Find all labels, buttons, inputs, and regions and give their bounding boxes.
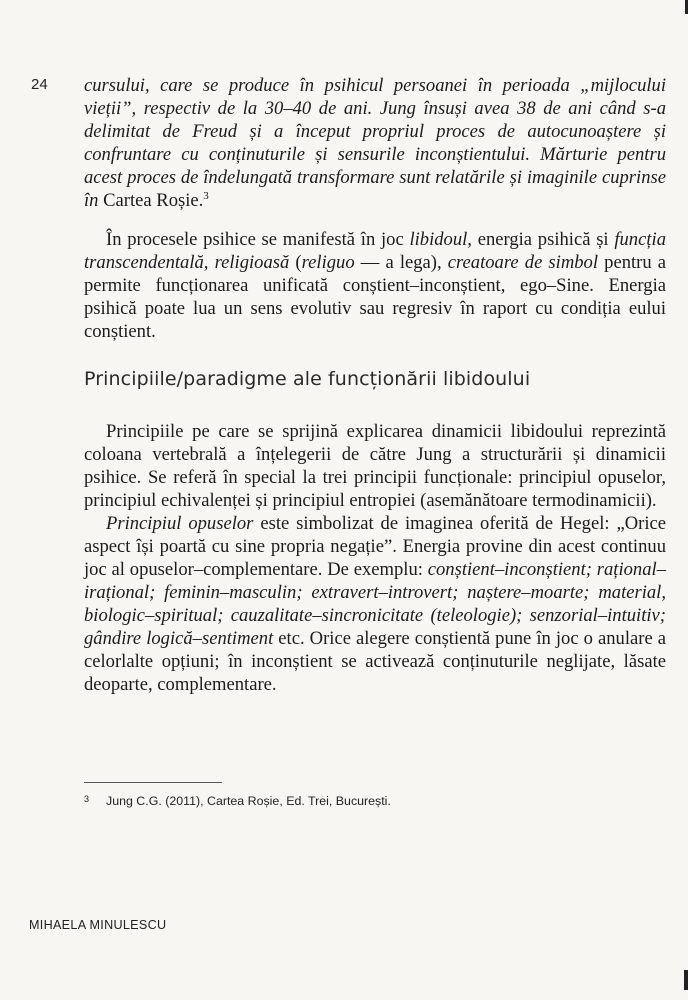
paragraph-1-text: [84, 74, 666, 212]
p2-seg-2: energia psihică și: [471, 229, 615, 250]
p2-seg-3: (: [289, 252, 302, 273]
p2-seg-4: — a lega),: [354, 252, 448, 273]
p4-italic-pairs: conștient–inconștient; rațional–irațional; feminin–masculin; extravert–introvert; naștere–moarte; material, biologic–spiritual; cauzalitate–sincronicitate (teleologie); senzorial–intuitiv; gândire logică–sentiment: [84, 559, 666, 649]
paragraph-1-italic: cursului, care se produce în psihicul persoanei în perioada „mijlocului vieții”, respectiv de la 30–40 de ani. Jung însuși avea 38 de ani când s-a delimitat de Freud și a început propriul proces de autocunoaștere și confruntare cu conținuturile și sensurile inconștientului. Mărturie pentru acest proces de îndelungată transformare sunt relatările și imaginile cuprinse în: [84, 75, 666, 211]
p2-italic-libido: libidoul,: [409, 229, 472, 250]
p2-seg-1: În procesele psihice se manifestă în joc: [106, 229, 410, 250]
paragraph-1: [84, 74, 666, 212]
paragraph-2-text: [84, 228, 666, 343]
p2-italic-function: funcția transcendentală, religioasă: [84, 229, 666, 273]
section-heading: Principiile/paradigme ale funcționării libidoului: [84, 368, 531, 390]
page-edge-mark-bottom: [684, 970, 688, 990]
body-block-2: [84, 420, 666, 696]
footnote-divider: [84, 782, 222, 783]
footnote-text: Jung C.G. (2011), Cartea Roșie, Ed. Trei, București.: [106, 794, 391, 808]
p4-seg-1: este simbolizat de imaginea oferită de Hegel: „Orice aspect își poartă cu sine propria negație”. Energia provine din acest continuu joc al opuselor–complementare. De exemplu:: [84, 513, 666, 580]
footnote-mark: 3: [84, 794, 90, 804]
paragraph-3: Principiile pe care se sprijină explicarea dinamicii libidoului reprezintă coloana vertebrală a înțelegerii de către Jung a structurării și dinamicii psihice. Se referă în special la trei principii funcționale: principiul opuselor, principiul echivalenței și principiul entropiei (asemănătoare termodinamicii).: [84, 421, 666, 511]
footnote-ref: 3: [203, 189, 209, 202]
paragraph-2: [84, 228, 666, 343]
p4-italic-principle: Principiul opuselor: [106, 513, 254, 534]
p2-seg-5: pentru a permite funcționarea unificată conștient–inconștient, ego–Sine. Energia psihică poate lua un sens evolutiv sau regresiv în raport cu condiția eului conștient.: [84, 252, 667, 342]
author-footer: MIHAELA MINULESCU: [29, 918, 167, 932]
paragraph-4: [84, 512, 666, 696]
page-number: 24: [31, 76, 48, 93]
p2-italic-symbol: creatoare de simbol: [447, 252, 599, 273]
footnote: [84, 794, 391, 808]
p4-seg-2: etc. Orice alegere conștientă pune în joc o anulare a celorlalte opțiuni; în inconștient se activează conținuturile neglijate, lăsate deoparte, complementare.: [84, 628, 666, 695]
red-book-title: Cartea Roșie.: [103, 190, 204, 211]
p2-italic-religuo: religuo: [301, 252, 355, 273]
